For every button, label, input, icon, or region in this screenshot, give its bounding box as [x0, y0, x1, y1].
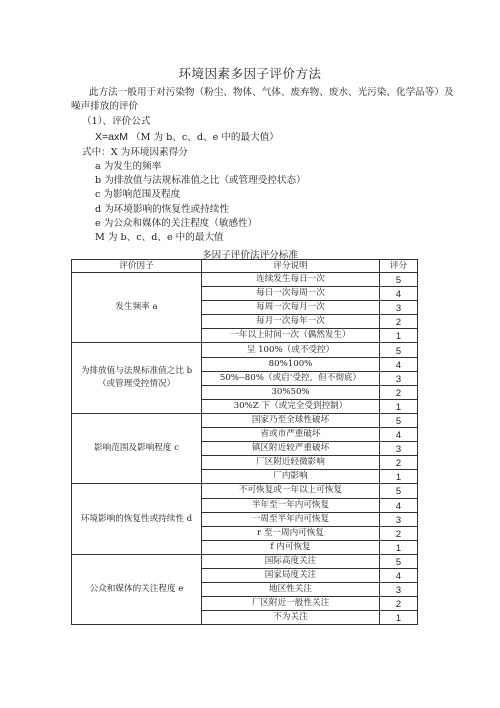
document-title: 环境因素多因子评价方法 — [178, 66, 322, 81]
definition-item: e 为公众和媒体的关注程度（敏感性） — [95, 217, 258, 229]
factor-cell: 影响范围及影响程度 c — [72, 413, 202, 483]
score-cell: 4 — [380, 498, 418, 512]
score-cell: 4 — [380, 428, 418, 442]
section-heading: （1）、评价公式 — [82, 116, 151, 127]
score-cell: 5 — [380, 554, 418, 568]
description-cell: 国家局度关注 — [202, 568, 380, 582]
description-cell: f 内可恢复 — [202, 540, 380, 554]
description-cell: 每月一次每年一次 — [202, 315, 380, 329]
score-cell: 5 — [380, 413, 418, 427]
description-cell: 厂内影响 — [202, 470, 380, 484]
table-row — [72, 554, 418, 568]
description-cell: 每周一次每月一次 — [202, 301, 380, 315]
table-row — [72, 273, 418, 287]
description-cell: 一周至半年内可恢复 — [202, 512, 380, 526]
description-cell: 厂区附近一般性关注 — [202, 597, 380, 611]
definition-item: M 为 b、c、d、e 中的最大值 — [95, 232, 224, 243]
header-score: 评分 — [380, 260, 418, 273]
formula — [95, 130, 279, 145]
score-cell: 4 — [380, 357, 418, 371]
definition-item: c 为影响范围及程度 — [95, 189, 181, 201]
formula-note: （M 为 b、c、d、e 中的最大值） — [131, 132, 279, 143]
score-cell: 3 — [380, 301, 418, 315]
score-cell: 1 — [380, 611, 418, 625]
description-cell: 连续发生每日一次 — [202, 273, 380, 287]
definition-item: d 为环境影响的恢复性或持续性 — [95, 203, 229, 215]
intro-line-1: 此方法一般用于对污染物（粉尘、物体、气体、废弃物、废水、光污染、化学品等）及 — [89, 87, 454, 98]
definition-item: b 为排放值与法规标准值之比（或管理受控状态） — [95, 175, 306, 187]
description-cell: 每日一次每周一次 — [202, 287, 380, 301]
score-cell: 1 — [380, 329, 418, 343]
factor-cell: 公众和媒体的关注程度 e — [72, 554, 202, 624]
score-cell: 3 — [380, 512, 418, 526]
description-cell: 80%100% — [202, 357, 380, 371]
description-cell: 半年至一年内可恢复 — [202, 498, 380, 512]
description-cell: 不可恢复或一年以上可恢复 — [202, 484, 380, 498]
factor-cell: 环境影响的恢复性或持续性 d — [72, 484, 202, 554]
description-cell: 呈 100%（或不受控） — [202, 343, 380, 357]
intro-line-2: 噪声排放的评价 — [71, 101, 139, 112]
score-cell: 2 — [380, 385, 418, 399]
table-row — [72, 484, 418, 498]
where-line: 式中：X 为环境因素得分 — [82, 147, 188, 158]
table-header-row — [72, 260, 418, 273]
factor-cell: 为排放值与法规标准值之比 b（或管理受控情况） — [72, 343, 202, 413]
table-caption: 多因子评价法评分标准 — [202, 250, 298, 261]
score-cell: 1 — [380, 399, 418, 413]
table-row — [72, 413, 418, 427]
scoring-table — [71, 259, 418, 625]
header-description: 评分说明 — [202, 260, 380, 273]
description-cell: r 至一周内可恢复 — [202, 526, 380, 540]
description-cell: 30%Z 下（或完全受到控制） — [202, 399, 380, 413]
description-cell: 国际高度关注 — [202, 554, 380, 568]
score-cell: 1 — [380, 540, 418, 554]
score-cell: 4 — [380, 568, 418, 582]
score-cell: 5 — [380, 273, 418, 287]
score-cell: 5 — [380, 343, 418, 357]
score-cell: 2 — [380, 456, 418, 470]
description-cell: 国家乃至全球性破坏 — [202, 413, 380, 427]
definition-item: a 为发生的频率 — [95, 161, 162, 172]
score-cell: 3 — [380, 583, 418, 597]
header-factor: 评价因子 — [72, 260, 202, 273]
score-cell: 2 — [380, 597, 418, 611]
score-cell: 1 — [380, 470, 418, 484]
description-cell: 地区性关注 — [202, 583, 380, 597]
score-cell: 5 — [380, 484, 418, 498]
description-cell: 30%50% — [202, 385, 380, 399]
score-cell: 4 — [380, 287, 418, 301]
score-cell: 2 — [380, 315, 418, 329]
description-cell: 一年以上时间一次（偶然发生） — [202, 329, 380, 343]
score-cell: 3 — [380, 371, 418, 385]
description-cell: 省或市严重破坏 — [202, 428, 380, 442]
formula-lhs: X=axM — [95, 131, 128, 143]
score-cell: 3 — [380, 442, 418, 456]
description-cell: 镇区附近较严重破坏 — [202, 442, 380, 456]
description-cell: 50%--80%（或启’受控，但不彻底） — [202, 371, 380, 385]
description-cell: 不为关注 — [202, 611, 380, 625]
description-cell: 厂区附近轻微影响 — [202, 456, 380, 470]
factor-cell: 发生频率 a — [72, 273, 202, 343]
score-cell: 2 — [380, 526, 418, 540]
table-row — [72, 343, 418, 357]
